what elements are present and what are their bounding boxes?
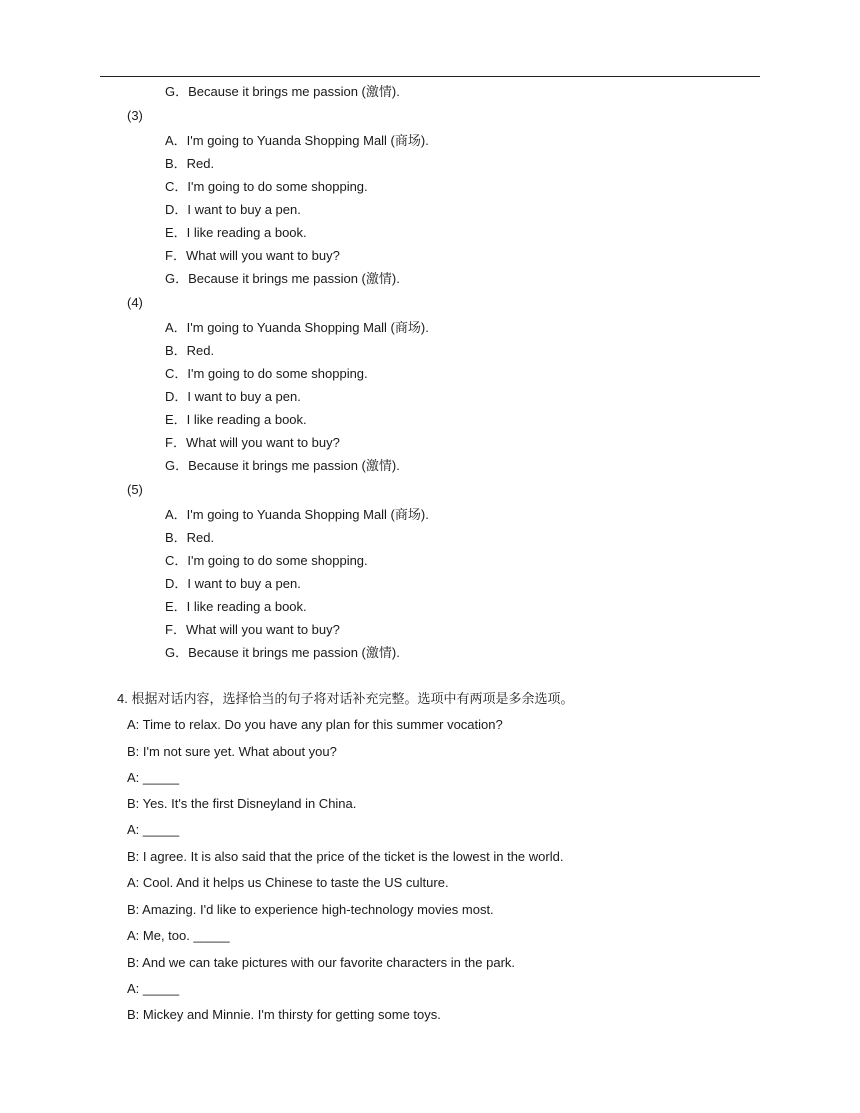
q3-option-f: F．What will you want to buy? [165, 248, 340, 263]
q3-option-c: C．I'm going to do some shopping. [165, 179, 368, 194]
q3-option-b: B．Red. [165, 156, 215, 171]
q4-option-b: B．Red. [165, 343, 215, 358]
q5-option-g: G．Because it brings me passion (激情). [165, 645, 400, 660]
q3-option-a: A．I'm going to Yuanda Shopping Mall (商场). [165, 133, 429, 148]
q4-option-c: C．I'm going to do some shopping. [165, 366, 368, 381]
q3-option-g: G．Because it brings me passion (激情). [165, 271, 400, 286]
dialogue-line: B: Amazing. I'd like to experience high-technology movies most. [127, 902, 494, 917]
dialogue-line: B: Yes. It's the first Disneyland in China. [127, 796, 357, 811]
dialogue-blank-line: A: _____ [127, 770, 180, 785]
dialogue-line: B: I'm not sure yet. What about you? [127, 744, 337, 759]
q5-option-d: D．I want to buy a pen. [165, 576, 301, 591]
dialogue-blank-line: A: Me, too. _____ [127, 928, 230, 943]
q3-option-e: E．I like reading a book. [165, 225, 307, 240]
q5-option-f: F．What will you want to buy? [165, 622, 340, 637]
q4-option-g: G．Because it brings me passion (激情). [165, 458, 400, 473]
dialogue-line: B: And we can take pictures with our favorite characters in the park. [127, 955, 516, 970]
question-3-number: (3) [127, 108, 143, 123]
q4-option-d: D．I want to buy a pen. [165, 389, 301, 404]
section-4-heading: 4. 根据对话内容，选择恰当的句子将对话补充完整。选项中有两项是多余选项。 [117, 691, 574, 706]
q5-option-a: A．I'm going to Yuanda Shopping Mall (商场). [165, 507, 429, 522]
dialogue-line: A: Time to relax. Do you have any plan for this summer vocation? [127, 717, 503, 732]
dialogue-line: B: I agree. It is also said that the price of the ticket is the lowest in the world. [127, 849, 564, 864]
question-4-number: (4) [127, 295, 143, 310]
q5-option-b: B．Red. [165, 530, 215, 545]
dialogue-blank-line: A: _____ [127, 822, 180, 837]
header-rule [100, 76, 760, 77]
dialogue-blank-line: A: _____ [127, 981, 180, 996]
q4-option-f: F．What will you want to buy? [165, 435, 340, 450]
q5-option-c: C．I'm going to do some shopping. [165, 553, 368, 568]
option-g-top: G．Because it brings me passion (激情). [165, 84, 400, 99]
q4-option-e: E．I like reading a book. [165, 412, 307, 427]
question-5-number: (5) [127, 482, 143, 497]
q3-option-d: D．I want to buy a pen. [165, 202, 301, 217]
dialogue-line: A: Cool. And it helps us Chinese to taste the US culture. [127, 875, 449, 890]
q5-option-e: E．I like reading a book. [165, 599, 307, 614]
dialogue-line: B: Mickey and Minnie. I'm thirsty for getting some toys. [127, 1007, 441, 1022]
q4-option-a: A．I'm going to Yuanda Shopping Mall (商场). [165, 320, 429, 335]
